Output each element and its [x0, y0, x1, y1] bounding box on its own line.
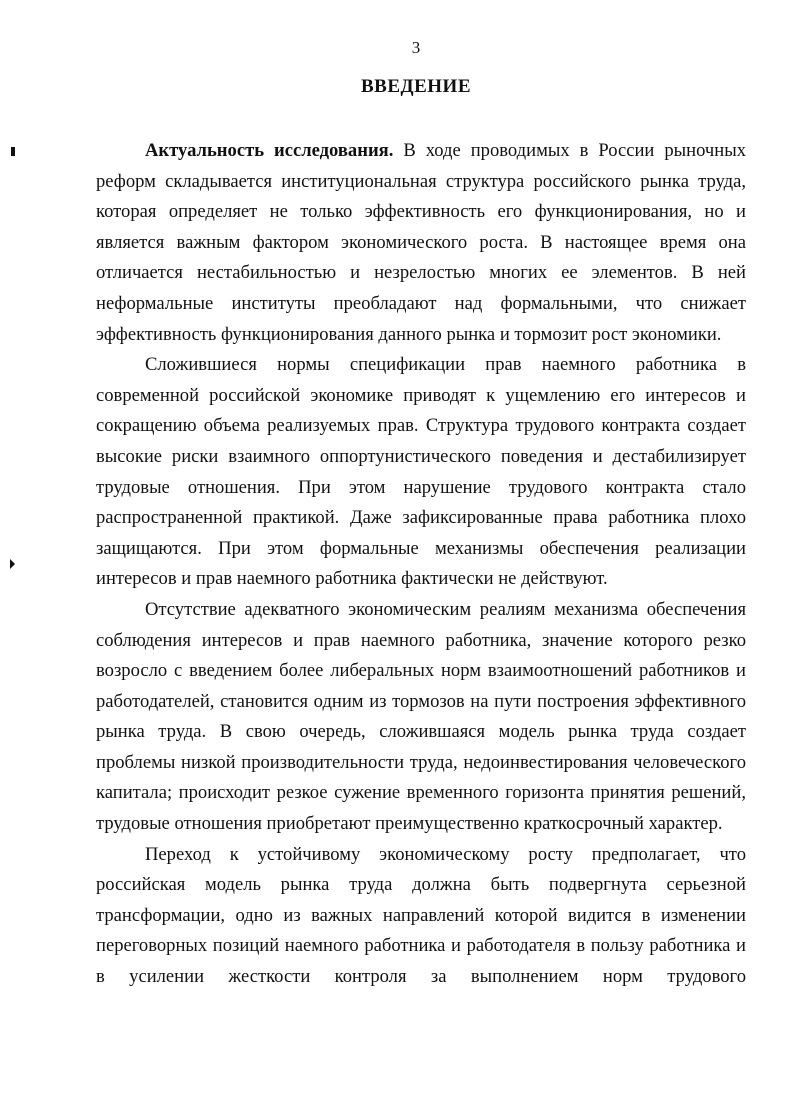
paragraph-mechanism: Отсутствие адекватного экономическим реалиям механизма обеспечения соблюдения интересов и прав наемного работника, значение которого резко возросло с введением более либеральных норм взаимоотношений работников и работодателей, становится одним из тормозов на пути построения эффективного рынка труда. В свою очередь, сложившаяся модель рынка труда создает проблемы низкой производительности труда, недоинвестирования человеческого капитала; происходит резкое сужение временного горизонта принятия решений, трудовые отношения приобретают преимущественно краткосрочный характер.: [96, 598, 746, 835]
page-title: ВВЕДЕНИЕ: [361, 76, 471, 97]
document-body: [96, 136, 746, 993]
paragraph-relevance: [96, 136, 746, 350]
paragraph-transition: Переход к устойчивому экономическому росту предполагает, что российская модель рынка труда должна быть подвергнута серьезной трансформации, одно из важных направлений которой видится в изменении переговорных позиций наемного работника и работодателя в пользу работника и в усилении жесткости контроля за выполнением норм трудового: [96, 843, 746, 988]
margin-mark: [11, 147, 15, 156]
paragraph-lead: Актуальность исследования.: [145, 140, 394, 161]
margin-mark: [10, 559, 15, 569]
page-number: 3: [411, 38, 421, 57]
paragraph-text: В ходе проводимых в России рыночных реформ складывается институциональная структура российского рынка труда, которая определяет не только эффективность его функционирования, но и является важным фактором экономического роста. В настоящее время она отличается нестабильностью и незрелостью многих ее элементов. В ней неформальные институты преобладают над формальными, что снижает эффективность функционирования данного рынка и тормозит рост экономики.: [96, 140, 746, 345]
paragraph-rights-norms: Сложившиеся нормы спецификации прав наемного работника в современной российской экономике приводят к ущемлению его интересов и сокращению объема реализуемых прав. Структура трудового контракта создает высокие риски взаимного оппортунистического поведения и дестабилизирует трудовые отношения. При этом нарушение трудового контракта стало распространенной практикой. Даже зафиксированные права работника плохо защищаются. При этом формальные механизмы обеспечения реализации интересов и прав наемного работника фактически не действуют.: [96, 354, 746, 590]
